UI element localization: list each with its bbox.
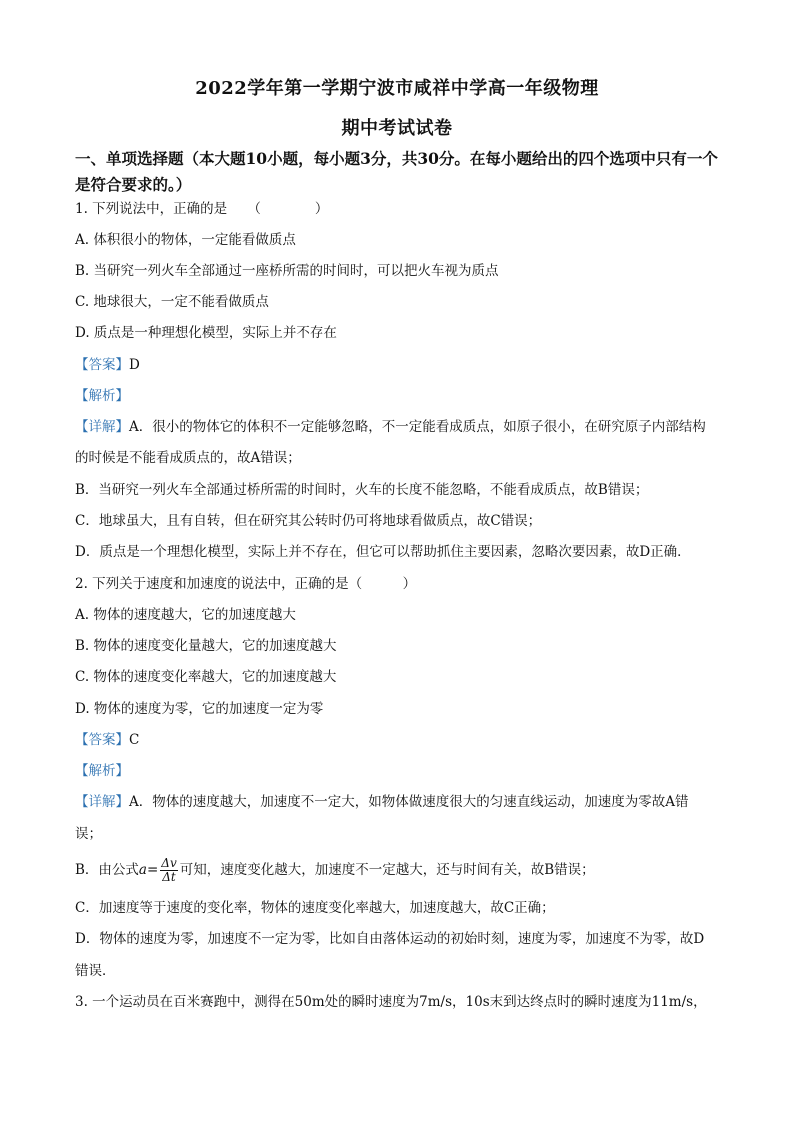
- q2-detail-line: 错误．: [75, 963, 116, 979]
- answer-tag: 【答案】: [75, 732, 129, 748]
- formula-denominator: Δt: [162, 870, 176, 884]
- detail-text: 可知，速度变化越大，加速度不一定越大，还与时间有关，故B错误；: [179, 862, 595, 878]
- analysis-tag: 【解析】: [75, 763, 129, 779]
- q2-option-a: A. 物体的速度越大，它的加速度越大: [75, 607, 296, 623]
- q2-detail-line: C．加速度等于速度的变化率，物体的速度变化率越大，加速度越大，故C正确；: [75, 900, 555, 916]
- q2-analysis-tag: [75, 762, 129, 780]
- q2-detail-formula-line: [75, 854, 595, 886]
- question-1-stem: 1. 下列说法中，正确的是 （ ）: [75, 201, 329, 217]
- page-subtitle: 期中考试试卷: [341, 118, 453, 139]
- q2-detail-line: [75, 793, 689, 811]
- q1-answer: [75, 356, 140, 374]
- detail-tag: 【详解】: [75, 794, 129, 810]
- answer-value: D: [129, 357, 140, 373]
- analysis-tag: 【解析】: [75, 388, 129, 404]
- q1-option-a: A. 体积很小的物体，一定能看做质点: [75, 232, 296, 248]
- q1-option-c: C. 地球很大，一定不能看做质点: [75, 294, 269, 310]
- detail-tag: 【详解】: [75, 419, 129, 435]
- q2-option-b: B. 物体的速度变化量越大，它的加速度越大: [75, 638, 337, 654]
- question-2-stem: 2. 下列关于速度和加速度的说法中，正确的是（ ）: [75, 576, 417, 592]
- formula-symbol: a: [138, 862, 147, 878]
- q1-detail-line: 的时候是不能看成质点的，故A错误；: [75, 450, 301, 466]
- q2-detail-line: 误；: [75, 826, 102, 842]
- section-heading: 一、单项选择题（本大题10小题，每小题3分，共30分。在每小题给出的四个选项中只有一个是符合要求的。）: [75, 149, 718, 194]
- q1-detail-line: [75, 418, 706, 436]
- q1-option-d: D. 质点是一种理想化模型，实际上并不存在: [75, 325, 337, 341]
- answer-tag: 【答案】: [75, 357, 129, 373]
- acceleration-formula: [160, 857, 177, 884]
- detail-text: A．很小的物体它的体积不一定能够忽略，不一定能看成质点，如原子很小，在研究原子内部结构: [129, 419, 706, 435]
- question-3-stem: 3. 一个运动员在百米赛跑中，测得在50m处的瞬时速度为7m/s，10s末到达终点时的瞬时速度为11m/s，: [75, 994, 707, 1010]
- q1-analysis-tag: [75, 387, 129, 405]
- formula-equals: =: [146, 862, 159, 878]
- q2-detail-line: D．物体的速度为零，加速度不一定为零，比如自由落体运动的初始时刻，速度为零，加速度不为零，故D: [75, 931, 705, 947]
- q1-detail-line: C．地球虽大，且有自转，但在研究其公转时仍可将地球看做质点，故C错误；: [75, 513, 542, 529]
- q2-option-c: C. 物体的速度变化率越大，它的加速度越大: [75, 669, 337, 685]
- page-title: 2022学年第一学期宁波市咸祥中学高一年级物理: [195, 78, 599, 99]
- q2-answer: [75, 731, 139, 749]
- detail-text: A．物体的速度越大，加速度不一定大，如物体做速度很大的匀速直线运动，加速度为零故A错: [129, 794, 689, 810]
- q1-option-b: B. 当研究一列火车全部通过一座桥所需的时间时，可以把火车视为质点: [75, 263, 499, 279]
- formula-numerator: Δv: [161, 856, 177, 870]
- answer-value: C: [129, 732, 140, 748]
- detail-text: B．由公式: [75, 862, 139, 878]
- q2-option-d: D. 物体的速度为零，它的加速度一定为零: [75, 701, 324, 717]
- q1-detail-line: D．质点是一个理想化模型，实际上并不存在，但它可以帮助抓住主要因素，忽略次要因素，故D正确．: [75, 544, 691, 560]
- q1-detail-line: B．当研究一列火车全部通过桥所需的时间时，火车的长度不能忽略，不能看成质点，故B错误；: [75, 482, 649, 498]
